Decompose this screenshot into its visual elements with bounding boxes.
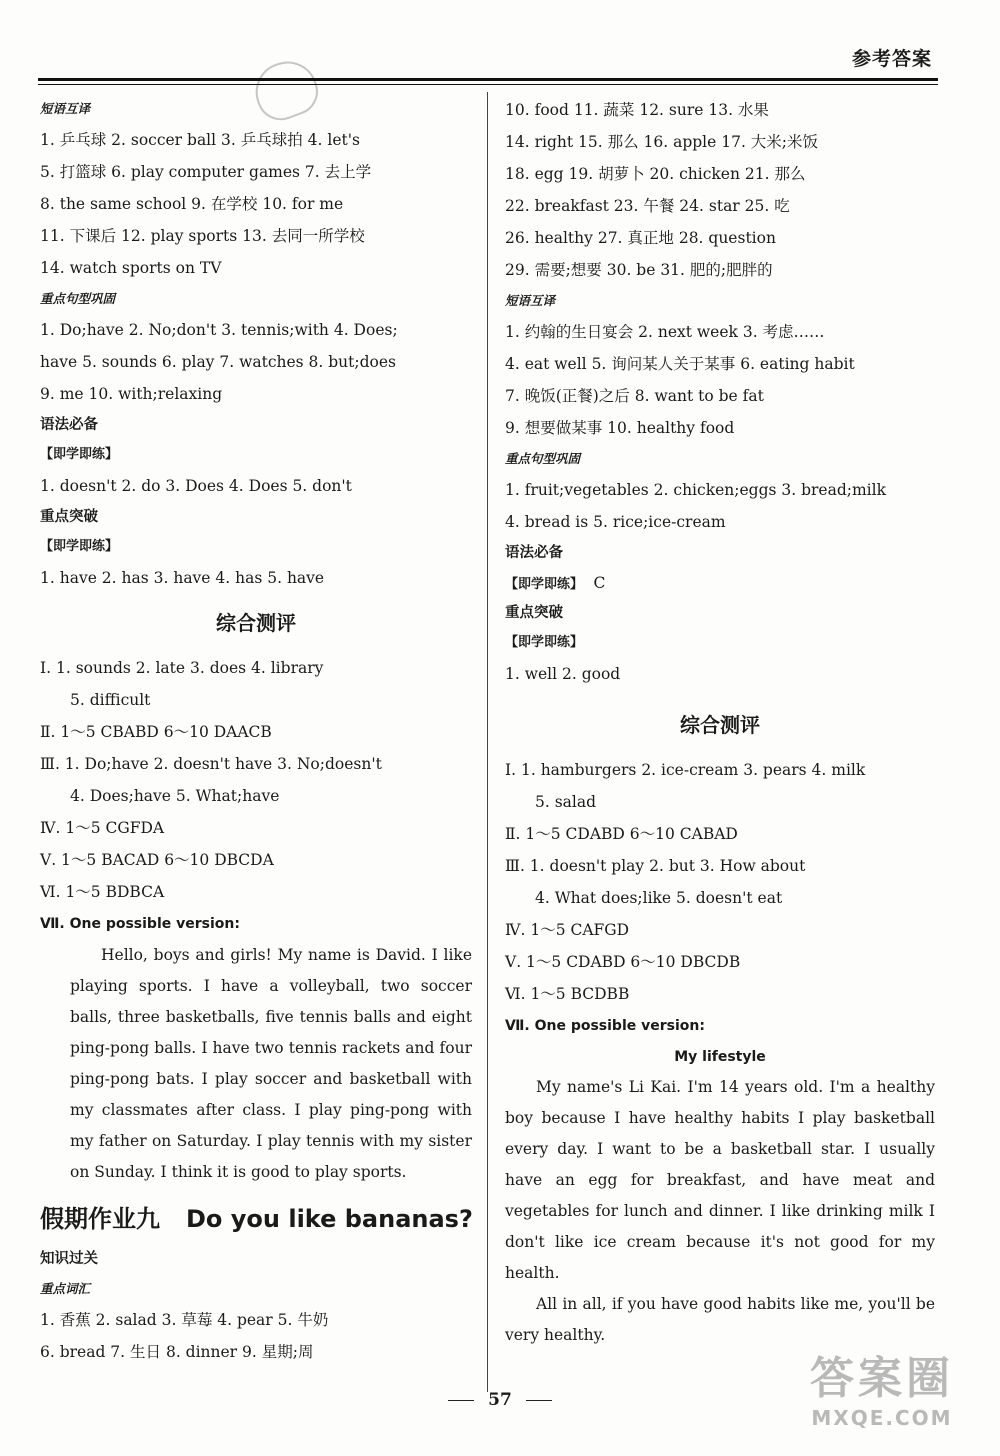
- test-answer-line: 4. Does;have 5. What;have: [70, 787, 280, 805]
- practice-label: 【即学即练】: [505, 577, 584, 592]
- possible-version-label: Ⅶ. One possible version:: [40, 916, 240, 932]
- focus-heading: 重点突破: [505, 605, 563, 621]
- test-answer-line: Ⅴ. 1～5 CDABD 6～10 DBCDB: [505, 953, 741, 971]
- practice-label: 【即学即练】: [40, 539, 119, 554]
- answer-line: 1. have 2. has 3. have 4. has 5. have: [40, 569, 325, 587]
- answer-line: 1. doesn't 2. do 3. Does 4. Does 5. don't: [40, 477, 352, 495]
- watermark-logo: 答案圈: [810, 1353, 954, 1404]
- grammar-answer: C: [593, 574, 606, 592]
- answer-line: 7. 晚饭(正餐)之后 8. want to be fat: [505, 387, 764, 405]
- practice-label: 【即学即练】: [40, 447, 119, 462]
- chapter-heading: [40, 1194, 472, 1244]
- practice-row: [505, 568, 935, 598]
- footer-dash: [448, 1400, 474, 1401]
- answer-line: 10. food 11. 蔬菜 12. sure 13. 水果: [505, 101, 769, 119]
- essay-paragraph: My name's Li Kai. I'm 14 years old. I'm a healthy boy because I have healthy habits I play basketball every day. I want to be a basketball star. I usually have an egg for breakfast, and have meat and vegetables for lunch and dinner. I like drinking milk I don't like ice cream because it's not good for my health.: [505, 1078, 935, 1282]
- comprehensive-test-title: 综合测评: [216, 611, 296, 635]
- test-answer-line: Ⅳ. 1～5 CGFDA: [40, 819, 165, 837]
- answer-line: 1. 约翰的生日宴会 2. next week 3. 考虑……: [505, 323, 825, 341]
- test-answer-line: Ⅵ. 1～5 BCDBB: [505, 985, 630, 1003]
- answer-line: 18. egg 19. 胡萝卜 20. chicken 21. 那么: [505, 165, 806, 183]
- grammar-heading: 语法必备: [40, 417, 98, 433]
- test-answer-line: 4. What does;like 5. doesn't eat: [535, 889, 783, 907]
- answer-line: 29. 需要;想要 30. be 31. 肥的;肥胖的: [505, 261, 773, 279]
- knowledge-heading: 知识过关: [40, 1251, 98, 1267]
- test-answer-line: Ⅰ. 1. hamburgers 2. ice-cream 3. pears 4. milk: [505, 761, 866, 779]
- comprehensive-test-title: 综合测评: [680, 713, 760, 737]
- focus-heading: 重点突破: [40, 509, 98, 525]
- page-number: 57: [488, 1390, 512, 1410]
- test-answer-line: Ⅱ. 1～5 CBABD 6～10 DAACB: [40, 723, 272, 741]
- header-title: 参考答案: [851, 48, 932, 70]
- test-answer-line: Ⅴ. 1～5 BACAD 6～10 DBCDA: [40, 851, 274, 869]
- possible-version-label: Ⅶ. One possible version:: [505, 1018, 705, 1034]
- essay-paragraph: All in all, if you have good habits like me, you'll be very healthy.: [505, 1295, 935, 1344]
- footer-dash: [526, 1400, 552, 1401]
- watermark: [782, 1352, 982, 1442]
- answer-line: 5. 打篮球 6. play computer games 7. 去上学: [40, 163, 372, 181]
- test-answer-line: Ⅰ. 1. sounds 2. late 3. does 4. library: [40, 659, 324, 677]
- column-divider: [487, 92, 488, 1392]
- chapter-title: Do you like bananas?: [186, 1205, 473, 1233]
- page-header: [0, 0, 1000, 90]
- essay-text: [40, 940, 472, 1188]
- watermark-url: MXQE.COM: [811, 1406, 953, 1430]
- answer-line: 9. 想要做某事 10. healthy food: [505, 419, 735, 437]
- test-answer-line: Ⅲ. 1. Do;have 2. doesn't have 3. No;doesn't: [40, 755, 382, 773]
- test-answer-line: Ⅵ. 1～5 BDBCA: [40, 883, 165, 901]
- test-answer-line: Ⅲ. 1. doesn't play 2. but 3. How about: [505, 857, 806, 875]
- grammar-heading: 语法必备: [505, 545, 563, 561]
- sentence-pattern-heading: 重点句型巩固: [505, 451, 581, 466]
- answer-line: 1. fruit;vegetables 2. chicken;eggs 3. bread;milk: [505, 481, 886, 499]
- practice-label: 【即学即练】: [505, 635, 584, 650]
- test-answer-line: Ⅳ. 1～5 CAFGD: [505, 921, 630, 939]
- answer-line: have 5. sounds 6. play 7. watches 8. but;does: [40, 353, 396, 371]
- header-rule-thin: [38, 84, 938, 85]
- right-column: [505, 94, 935, 1351]
- header-rule-thick: [38, 78, 938, 81]
- answer-line: 4. bread is 5. rice;ice-cream: [505, 513, 726, 531]
- left-column: [40, 94, 472, 1368]
- answer-line: 22. breakfast 23. 午餐 24. star 25. 吃: [505, 197, 790, 215]
- essay-title: My lifestyle: [674, 1049, 766, 1065]
- answer-line: 6. bread 7. 生日 8. dinner 9. 星期;周: [40, 1343, 314, 1361]
- essay-text: [505, 1072, 935, 1351]
- essay-paragraph: Hello, boys and girls! My name is David. I like playing sports. I have a volleyball, two soccer balls, three basketballs, five tennis balls and eight ping-pong balls. I have two tennis rackets and four ping-pong bats. I play soccer and basketball with my classmates after class. I play ping-pong with my father on Saturday. I play tennis with my sister on Sunday. I think it is good to play sports.: [70, 946, 472, 1181]
- sentence-pattern-heading: 重点句型巩固: [40, 291, 116, 306]
- answer-line: 14. watch sports on TV: [40, 259, 222, 277]
- test-answer-line: Ⅱ. 1～5 CDABD 6～10 CABAD: [505, 825, 738, 843]
- answer-line: 1. Do;have 2. No;don't 3. tennis;with 4. Does;: [40, 321, 398, 339]
- test-answer-line: 5. difficult: [70, 691, 151, 709]
- vocab-heading: 重点词汇: [40, 1281, 91, 1296]
- answer-line: 14. right 15. 那么 16. apple 17. 大米;米饭: [505, 133, 819, 151]
- chapter-number: 假期作业九: [40, 1205, 160, 1233]
- answer-line: 1. 乒乓球 2. soccer ball 3. 乒乓球拍 4. let's: [40, 131, 360, 149]
- answer-line: 1. well 2. good: [505, 665, 621, 683]
- phrase-translation-heading: 短语互译: [505, 293, 556, 308]
- answer-line: 11. 下课后 12. play sports 13. 去同一所学校: [40, 227, 365, 245]
- phrase-translation-heading: 短语互译: [40, 101, 91, 116]
- answer-line: 26. healthy 27. 真正地 28. question: [505, 229, 776, 247]
- answer-line: 8. the same school 9. 在学校 10. for me: [40, 195, 344, 213]
- test-answer-line: 5. salad: [535, 793, 597, 811]
- answer-line: 4. eat well 5. 询问某人关于某事 6. eating habit: [505, 355, 855, 373]
- answer-line: 9. me 10. with;relaxing: [40, 385, 223, 403]
- answer-line: 1. 香蕉 2. salad 3. 草莓 4. pear 5. 牛奶: [40, 1311, 329, 1329]
